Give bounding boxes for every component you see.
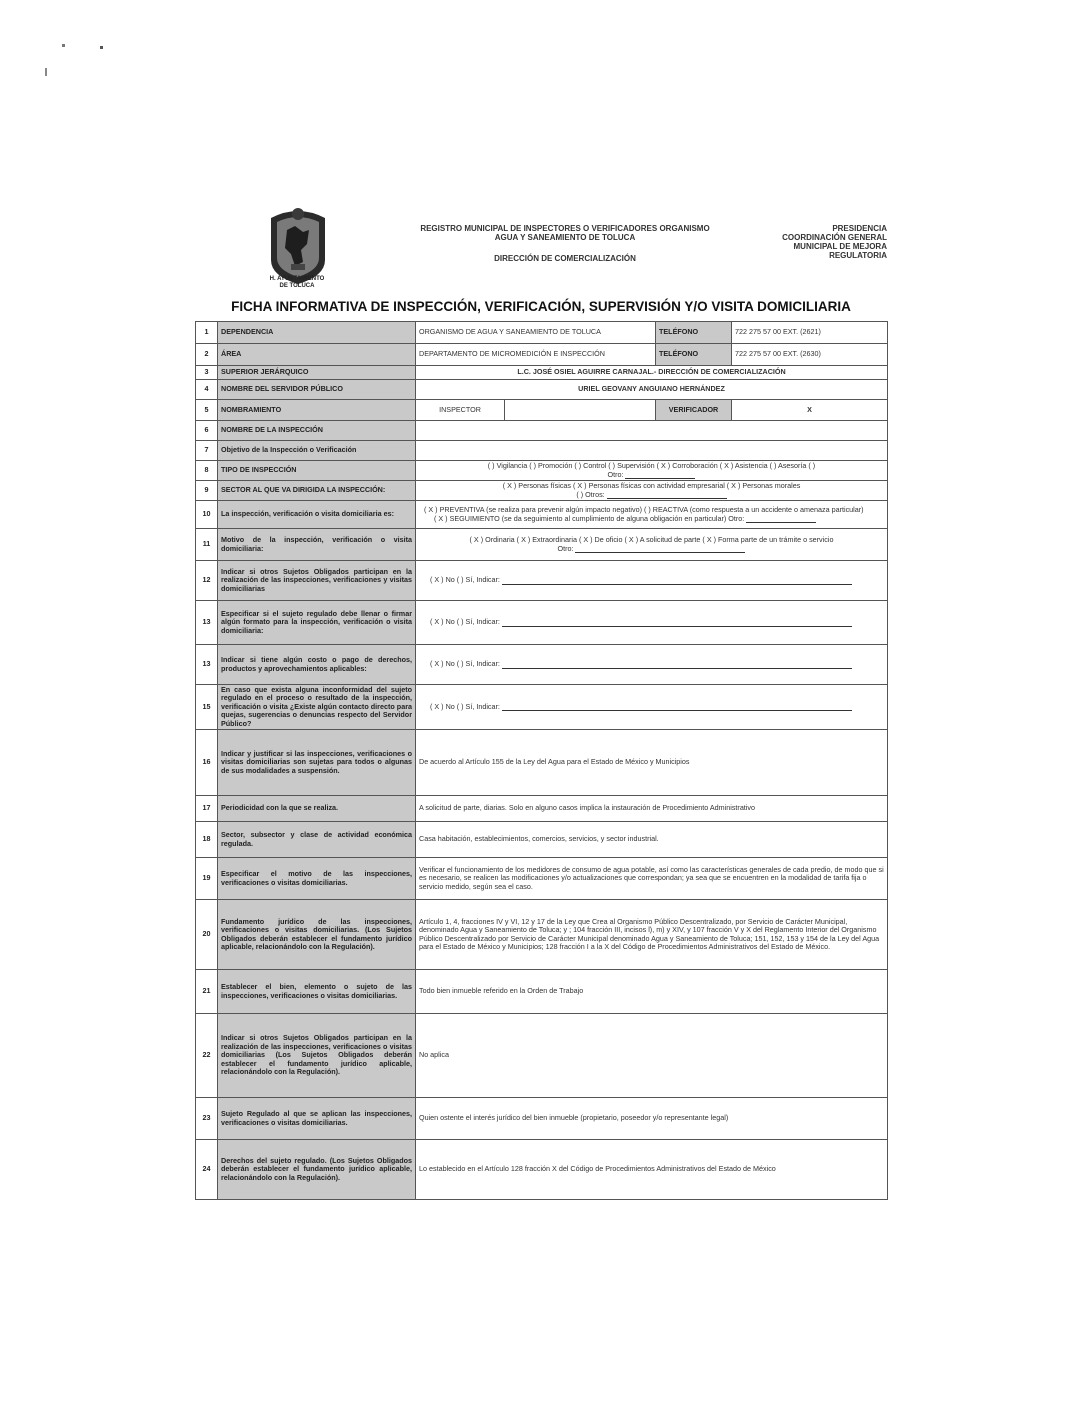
- field-value: [416, 529, 888, 561]
- inspector-value: [505, 400, 655, 420]
- document-title: FICHA INFORMATIVA DE INSPECCIÓN, VERIFICACIÓN, SUPERVISIÓN Y/O VISITA DOMICILIARIA: [231, 299, 851, 314]
- scan-speck: [45, 68, 47, 76]
- table-row: [196, 730, 888, 796]
- other-label: Otro:: [607, 469, 624, 479]
- blank-line: [502, 661, 852, 669]
- field-label: Motivo de la inspección, verificación o visita domiciliaria:: [218, 529, 416, 561]
- field-label: NOMBRE DEL SERVIDOR PÚBLICO: [218, 380, 416, 400]
- field-value: [416, 601, 888, 645]
- table-row: [196, 685, 888, 730]
- motive-options: ( X ) Ordinaria ( X ) Extraordinaria ( X ) De oficio ( X ) A solicitud de parte ( X ) Forma parte de un trámite o servicio: [469, 535, 834, 545]
- row-number: 11: [196, 529, 218, 561]
- field-label: Periodicidad con la que se realiza.: [218, 796, 416, 822]
- row-number: 3: [196, 366, 218, 380]
- table-row: [196, 822, 888, 858]
- table-row: [196, 561, 888, 601]
- other-label: Otro:: [557, 543, 574, 553]
- field-value: Todo bien inmueble referido en la Orden de Trabajo: [416, 970, 888, 1014]
- field-label: DEPENDENCIA: [218, 322, 416, 344]
- field-value: [416, 421, 888, 441]
- phone-label: TELÉFONO: [656, 322, 732, 344]
- document-header: [195, 200, 887, 295]
- field-value: [416, 481, 888, 501]
- row-number: 4: [196, 380, 218, 400]
- table-row: [196, 481, 888, 501]
- verificador-value: X: [732, 400, 888, 421]
- field-value: Lo establecido en el Artículo 128 fracción X del Código de Procedimientos Administrativos del Estado de México: [416, 1140, 888, 1200]
- field-value: [416, 501, 888, 529]
- field-value: ORGANISMO DE AGUA Y SANEAMIENTO DE TOLUCA: [416, 322, 656, 344]
- row-number: 24: [196, 1140, 218, 1200]
- field-value: Verificar el funcionamiento de los medidores de consumo de agua potable, así como las características generales de cada predio, de modo que si es necesario, se realicen las modificaciones y/o actualizaciones que correspondan; ya sea que se encuentren en la modalidad de tarifa fija o servicio medido, según sea el caso.: [416, 858, 888, 900]
- row-number: 19: [196, 858, 218, 900]
- row-number: 5: [196, 400, 218, 421]
- field-label: Sujeto Regulado al que se aplican las inspecciones, verificaciones o visitas domiciliarias.: [218, 1098, 416, 1140]
- header-organism-name: AGUA Y SANEAMIENTO DE TOLUCA: [494, 233, 636, 242]
- row-number: 10: [196, 501, 218, 529]
- row-number: 17: [196, 796, 218, 822]
- logo-caption-line: H. AYUNTAMIENTO: [269, 276, 325, 282]
- table-row: [196, 645, 888, 685]
- field-label: Especificar si el sujeto regulado debe llenar o firmar algún formato para la inspección, verificación o visita domiciliaria:: [218, 601, 416, 645]
- inspection-type-options: ( ) Vigilancia ( ) Promoción ( ) Control ( ) Supervisión ( X ) Corroboración ( X ) Asistencia ( ) Asesoría ( ): [487, 461, 816, 471]
- table-row: [196, 529, 888, 561]
- field-label: Especificar el motivo de las inspecciones, verificaciones o visitas domiciliarias.: [218, 858, 416, 900]
- table-row: [196, 461, 888, 481]
- field-value: DEPARTAMENTO DE MICROMEDICIÓN E INSPECCIÓN: [416, 344, 656, 366]
- table-row: [196, 421, 888, 441]
- row-number: 22: [196, 1014, 218, 1098]
- table-row: [196, 441, 888, 461]
- field-label-text: En caso que exista alguna inconformidad del sujeto regulado en el proceso o resultado de la inspección, verificación o visita ¿Existe algún contacto directo para quejas, sugerencias o denuncias respecto del Servidor Público?: [221, 686, 412, 728]
- row-number: 1: [196, 322, 218, 344]
- inspection-form-table: [195, 321, 888, 1200]
- table-row: [196, 1140, 888, 1200]
- row-number: 21: [196, 970, 218, 1014]
- header-right-line: COORDINACIÓN GENERAL: [782, 233, 887, 242]
- phone-label: TELÉFONO: [656, 344, 732, 366]
- table-row: [196, 1098, 888, 1140]
- row-number: 2: [196, 344, 218, 366]
- scan-speck: [62, 44, 65, 47]
- header-right-line: REGULATORIA: [829, 251, 887, 260]
- other-label: ( ) Otros:: [576, 489, 605, 499]
- yes-no-options: ( X ) No ( ) Sí, Indicar:: [430, 659, 500, 669]
- field-value: A solicitud de parte, diarias. Solo en alguno casos implica la instauración de Procedimiento Administrativo: [416, 796, 888, 822]
- field-value: L.C. JOSÉ OSIEL AGUIRRE CARNAJAL.- DIRECCIÓN DE COMERCIALIZACIÓN: [416, 366, 888, 380]
- table-row: [196, 366, 888, 380]
- header-direction: DIRECCIÓN DE COMERCIALIZACIÓN: [494, 254, 636, 263]
- row-number: 16: [196, 730, 218, 796]
- row-number: 6: [196, 421, 218, 441]
- table-row: [196, 796, 888, 822]
- header-right: [727, 224, 887, 260]
- field-value: No aplica: [416, 1014, 888, 1098]
- header-registry-title: REGISTRO MUNICIPAL DE INSPECTORES O VERIFICADORES ORGANISMO: [420, 224, 710, 233]
- row-number: 12: [196, 561, 218, 601]
- field-value: [416, 685, 888, 730]
- blank-line: [607, 491, 727, 499]
- field-value: [416, 461, 888, 481]
- header-right-line: MUNICIPAL DE MEJORA: [793, 242, 887, 251]
- field-label: [218, 685, 416, 730]
- field-label: Fundamento jurídico de las inspecciones, verificaciones o visitas domiciliarias. (Los Sujetos Obligados deberán establecer el fundamento jurídico aplicable, relacionándolo con la Regulación).: [218, 900, 416, 970]
- field-value: Artículo 1, 4, fracciones IV y VI, 12 y 17 de la Ley que Crea al Organismo Público Descentralizado, por Servicio de Carácter Municipal, denominado Agua y Saneamiento de Toluca; y ; 104 fracción III, incisos l), m) y XIV, y 107 fracción V y X del Reglamento Interior del Organismo Público Descentralizado por Servicio de Carácter Municipal denominado Agua y Saneamiento de Toluca; 151, 152, 153 y 154 de la Ley del Agua para el Estado de México y Municipios; 128 fracción I a la X del Código de Procedimientos Administrativos del Estado de México.: [416, 900, 888, 970]
- row-number: 20: [196, 900, 218, 970]
- yes-no-options: ( X ) No ( ) Sí, Indicar:: [430, 701, 500, 711]
- field-label: Indicar si tiene algún costo o pago de derechos, productos y aprovechamientos aplicables:: [218, 645, 416, 685]
- row-number: 13: [196, 645, 218, 685]
- blank-line: [502, 619, 852, 627]
- table-row: [196, 900, 888, 970]
- table-row: [196, 1014, 888, 1098]
- yes-no-options: ( X ) No ( ) Sí, Indicar:: [430, 575, 500, 585]
- row-number: 9: [196, 481, 218, 501]
- field-label: Indicar y justificar si las inspecciones, verificaciones o visitas domiciliarias son sujetas para todos o algunas de sus modalidades a suspensión.: [218, 730, 416, 796]
- field-label: La inspección, verificación o visita domiciliaria es:: [218, 501, 416, 529]
- table-row: [196, 501, 888, 529]
- field-value: Quien ostente el interés jurídico del bien inmueble (propietario, poseedor y/o representante legal): [416, 1098, 888, 1140]
- field-label: SUPERIOR JERÁRQUICO: [218, 366, 416, 380]
- row-number: 15: [196, 685, 218, 730]
- field-label: Indicar si otros Sujetos Obligados participan en la realización de las inspecciones, verificaciones o visitas domiciliarias (Los Sujetos Obligados deberán establecer el fundamento jurídico aplicable, relacionándolo con la Regulación).: [218, 1014, 416, 1098]
- field-label: Indicar si otros Sujetos Obligados participan en la realización de las inspecciones, verificaciones y visitas domiciliarias: [218, 561, 416, 601]
- row-number: 18: [196, 822, 218, 858]
- field-label: Establecer el bien, elemento o sujeto de las inspecciones, verificaciones o visitas domiciliarias.: [218, 970, 416, 1014]
- yes-no-options: ( X ) No ( ) Sí, Indicar:: [430, 617, 500, 627]
- field-value: Casa habitación, establecimientos, comercios, servicios, y sector industrial.: [416, 822, 888, 858]
- table-row: [196, 400, 888, 421]
- sector-options: ( X ) Personas físicas ( X ) Personas físicas con actividad empresarial ( X ) Personas morales: [502, 481, 801, 491]
- field-value: [416, 645, 888, 685]
- table-row: [196, 970, 888, 1014]
- scan-speck: [100, 46, 103, 49]
- row-number: 13: [196, 601, 218, 645]
- phone-value: 722 275 57 00 EXT. (2621): [732, 322, 888, 344]
- logo-caption: [249, 276, 345, 290]
- field-label: Objetivo de la Inspección o Verificación: [218, 441, 416, 461]
- field-label: NOMBRE DE LA INSPECCIÓN: [218, 421, 416, 441]
- blank-line: [625, 471, 695, 479]
- field-value: De acuerdo al Artículo 155 de la Ley del Agua para el Estado de México y Municipios: [416, 730, 888, 796]
- table-row: [196, 322, 888, 344]
- phone-value: 722 275 57 00 EXT. (2630): [732, 344, 888, 366]
- header-right-line: PRESIDENCIA: [832, 224, 887, 233]
- table-row: [196, 380, 888, 400]
- follow-up-option: ( X ) SEGUIMIENTO (se da seguimiento al cumplimiento de alguna obligación en particular) Otro:: [434, 513, 745, 523]
- field-label: Derechos del sujeto regulado. (Los Sujetos Obligados deberán establecer el fundamento jurídico aplicable, relacionándolo con la Regulación).: [218, 1140, 416, 1200]
- table-row: [196, 601, 888, 645]
- table-row: [196, 858, 888, 900]
- field-value: [416, 441, 888, 461]
- blank-line: [502, 703, 852, 711]
- blank-line: [502, 577, 852, 585]
- field-label: Sector, subsector y clase de actividad económica regulada.: [218, 822, 416, 858]
- header-center: [385, 224, 745, 263]
- verificador-label: VERIFICADOR: [656, 400, 732, 421]
- row-number: 23: [196, 1098, 218, 1140]
- logo-caption-line: DE TOLUCA: [279, 283, 315, 289]
- field-value: [416, 561, 888, 601]
- row-number: 7: [196, 441, 218, 461]
- field-label: TIPO DE INSPECCIÓN: [218, 461, 416, 481]
- blank-line: [746, 515, 816, 523]
- row-number: 8: [196, 461, 218, 481]
- field-label: SECTOR AL QUE VA DIRIGIDA LA INSPECCIÓN:: [218, 481, 416, 501]
- table-row: [196, 344, 888, 366]
- blank-line: [575, 545, 745, 553]
- field-value: URIEL GEOVANY ANGUIANO HERNÁNDEZ: [416, 380, 888, 400]
- inspection-nature-options: ( X ) PREVENTIVA (se realiza para prevenir algún impacto negativo) ( ) REACTIVA (como respuesta a un accidente o amenaza particular): [424, 505, 864, 515]
- field-label: ÁREA: [218, 344, 416, 366]
- inspector-label: INSPECTOR: [416, 400, 505, 420]
- inspector-cell: [416, 400, 656, 421]
- field-label: NOMBRAMIENTO: [218, 400, 416, 421]
